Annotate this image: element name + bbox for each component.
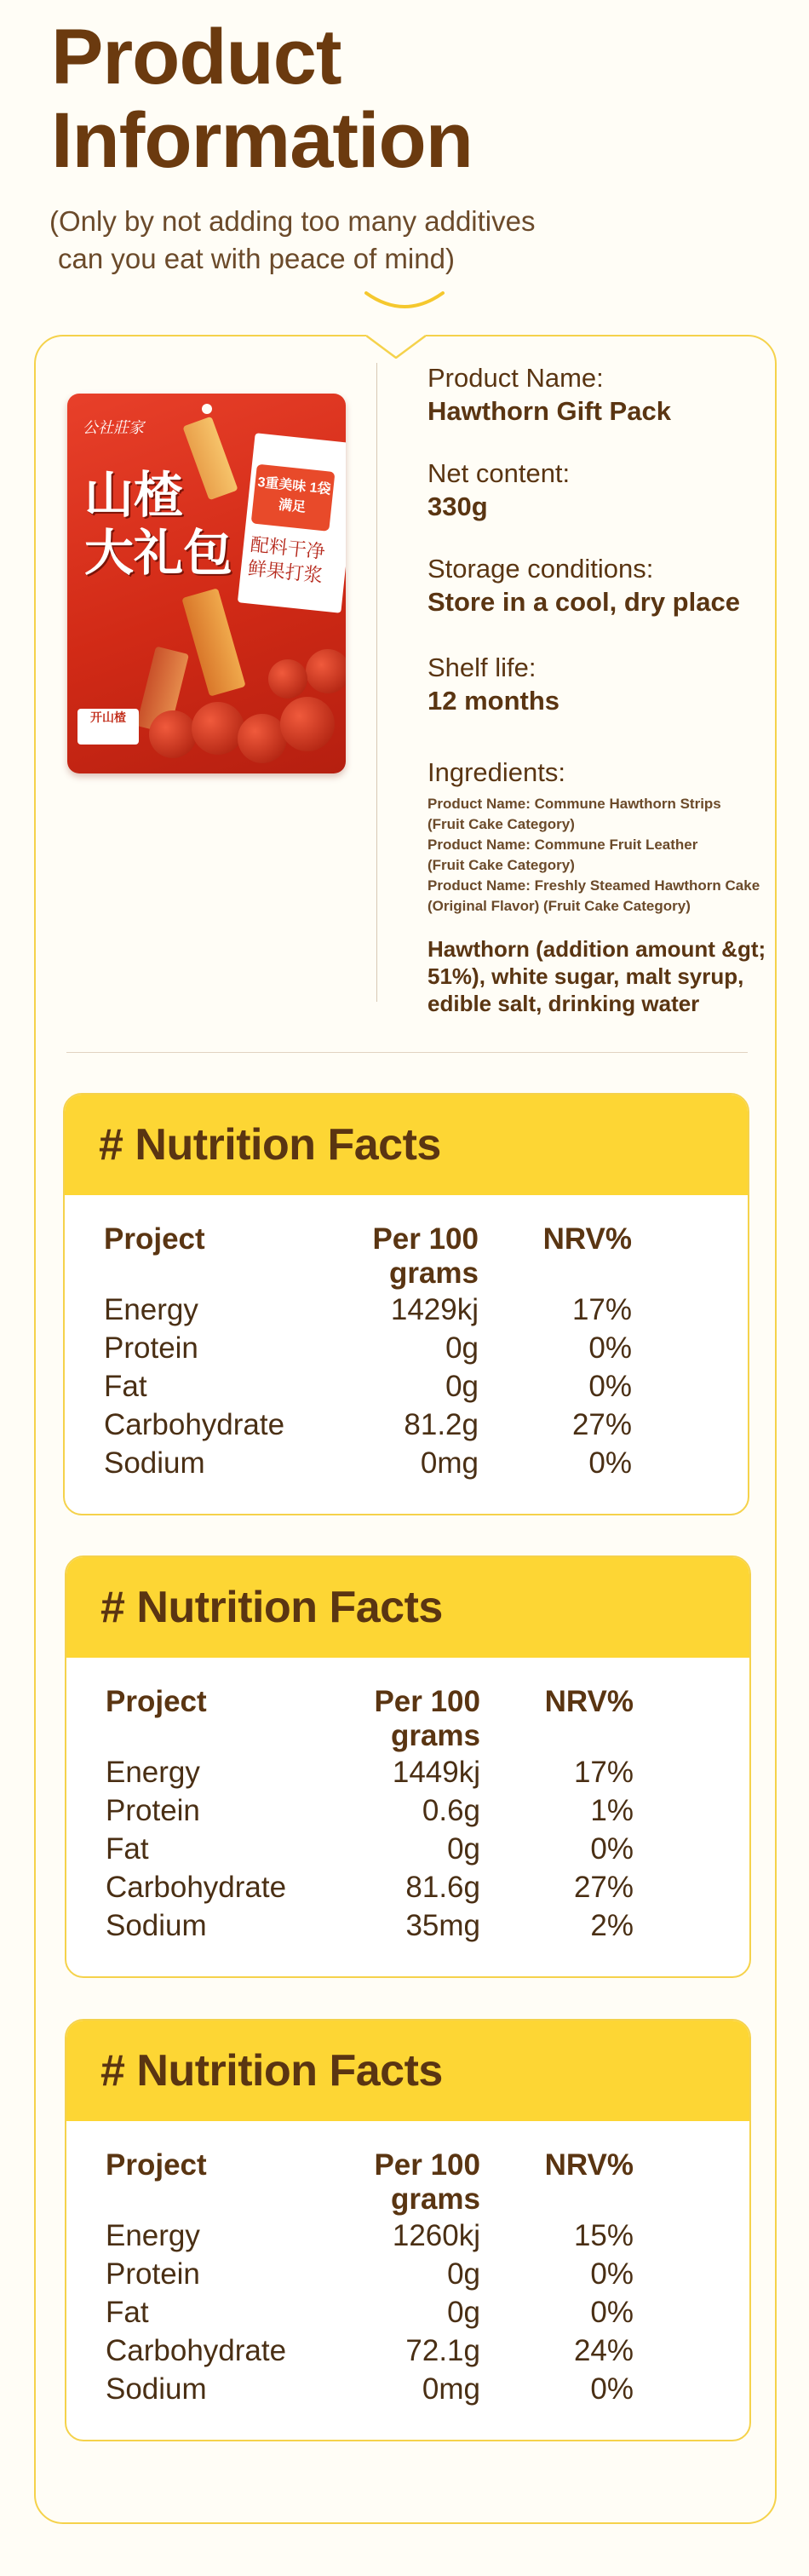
nutrition-card (65, 2019, 751, 2441)
cell-nrv: 15% (573, 2218, 634, 2252)
storage-value: Store in a cool, dry place (427, 587, 740, 617)
ingredients-line: Product Name: Commune Fruit Leather (427, 837, 698, 853)
cell-nrv: 0% (590, 2372, 634, 2406)
package-name-line-2: 大礼包 (84, 524, 233, 582)
cell-amount: 0.6g (422, 1793, 480, 1827)
column-header: Project (104, 1222, 205, 1256)
cell-amount: 81.2g (404, 1407, 479, 1441)
cell-nutrient: Carbohydrate (106, 1870, 287, 1904)
cell-nrv: 0% (588, 1369, 632, 1403)
product-name-block (427, 362, 785, 428)
hash-icon: # (99, 1120, 123, 1170)
cell-nutrient: Carbohydrate (104, 1407, 285, 1441)
cell-nutrient: Sodium (106, 2372, 207, 2406)
nutrition-table (104, 1222, 632, 1482)
table-row (106, 1830, 634, 1868)
cell-amount: 72.1g (405, 2333, 480, 2367)
nutrition-card (65, 1555, 751, 1978)
nutrition-table (106, 1685, 634, 1945)
package-slogan (247, 533, 326, 589)
cell-nrv: 2% (590, 1908, 634, 1942)
page-subtitle (49, 203, 536, 278)
cell-nutrient: Fat (104, 1369, 147, 1403)
section-divider (66, 1052, 748, 1053)
table-header-row (106, 1685, 634, 1753)
frame-notch-icon (366, 320, 426, 359)
storage-label: Storage conditions: (427, 554, 654, 584)
cell-nutrient: Protein (106, 1793, 200, 1827)
cell-nutrient: Fat (106, 2295, 149, 2329)
nutrition-card (63, 1093, 749, 1515)
hawthorn-strip (181, 588, 245, 696)
cell-amount: 0g (447, 2295, 480, 2329)
shelf-life-value: 12 months (427, 686, 560, 716)
cell-amount: 0mg (422, 2372, 480, 2406)
cell-nrv: 27% (571, 1407, 632, 1441)
hash-icon: # (100, 2046, 125, 2096)
column-header: NRV% (544, 1685, 634, 1718)
table-row (104, 1444, 632, 1482)
shelf-life-block (427, 652, 785, 718)
hawthorn-berry (280, 697, 335, 751)
nutrition-card-header (66, 1557, 749, 1658)
table-row (106, 2255, 634, 2293)
package-slogan-line-1: 配料干净 (249, 534, 326, 564)
product-package-image (67, 394, 346, 773)
column-header: NRV% (542, 1222, 632, 1256)
cell-nrv: 0% (590, 2257, 634, 2291)
cell-amount: 1429kj (390, 1292, 479, 1326)
net-content-value: 330g (427, 492, 488, 521)
table-row (106, 1791, 634, 1830)
cell-nutrient: Protein (106, 2257, 200, 2291)
net-content-label: Net content: (427, 458, 571, 488)
ingredients-block (427, 756, 785, 789)
column-header: Per 100 grams (374, 1685, 480, 1752)
cell-nutrient: Protein (104, 1331, 198, 1365)
column-header: NRV% (544, 2148, 634, 2182)
ingredients-line: Product Name: Freshly Steamed Hawthorn Cake (427, 877, 760, 894)
cell-amount: 0g (445, 1331, 479, 1365)
cell-nrv: 17% (571, 1292, 632, 1326)
cell-amount: 0g (447, 2257, 480, 2291)
nutrition-title: Nutrition Facts (135, 1120, 441, 1170)
cell-amount: 0mg (420, 1446, 479, 1480)
cell-nutrient: Energy (106, 1755, 200, 1789)
package-name-line-1: 山楂 (84, 466, 184, 524)
cell-nutrient: Sodium (106, 1908, 207, 1942)
cell-nutrient: Energy (106, 2218, 200, 2252)
ingredients-line: (Fruit Cake Category) (427, 816, 575, 832)
cell-nutrient: Energy (104, 1292, 198, 1326)
subtitle-line-1: (Only by not adding too many additives (49, 205, 536, 237)
table-row (106, 2332, 634, 2370)
nutrition-title: Nutrition Facts (136, 1583, 443, 1632)
package-slogan-line-2: 鲜果打浆 (246, 558, 324, 588)
table-row (106, 2293, 634, 2332)
cell-nutrient: Fat (106, 1831, 149, 1866)
hash-icon: # (100, 1583, 125, 1632)
hawthorn-berry (306, 649, 346, 693)
nutrition-card-header (65, 1095, 748, 1195)
column-header: Per 100 grams (372, 1222, 479, 1290)
cell-amount: 1260kj (392, 2218, 480, 2252)
package-brand: 公社莊家 (83, 419, 144, 437)
cell-nrv: 0% (590, 1831, 634, 1866)
cell-nrv: 27% (573, 1870, 634, 1904)
package-tag: 开山楂 (77, 709, 139, 745)
column-header: Project (106, 2148, 207, 2182)
cell-nrv: 0% (588, 1331, 632, 1365)
product-name-label: Product Name: (427, 363, 604, 393)
table-row (104, 1329, 632, 1367)
cell-amount: 35mg (405, 1908, 480, 1942)
table-row (106, 1868, 634, 1906)
title-line-1: Product (51, 14, 341, 101)
hawthorn-berry (192, 702, 244, 755)
nutrition-title: Nutrition Facts (136, 2046, 443, 2096)
title-line-2: Information (51, 97, 473, 184)
storage-block (427, 553, 785, 619)
ingredients-list (427, 794, 777, 917)
table-row (106, 2217, 634, 2255)
table-row (104, 1406, 632, 1444)
column-header: Project (106, 1685, 207, 1718)
package-label-card (238, 433, 346, 613)
page-title (51, 15, 473, 182)
ingredients-label: Ingredients: (427, 757, 565, 787)
column-divider (376, 363, 377, 1002)
hawthorn-berry (149, 710, 197, 758)
hang-hole (202, 404, 212, 414)
ingredients-line: Product Name: Commune Hawthorn Strips (427, 796, 721, 812)
cell-amount: 81.6g (405, 1870, 480, 1904)
hawthorn-strip (182, 417, 238, 501)
column-header: Per 100 grams (374, 2148, 480, 2216)
shelf-life-label: Shelf life: (427, 653, 536, 682)
cell-nrv: 24% (573, 2333, 634, 2367)
cell-nutrient: Sodium (104, 1446, 205, 1480)
smile-curve-icon (363, 288, 446, 319)
table-row (106, 1906, 634, 1945)
table-header-row (106, 2148, 634, 2217)
cell-amount: 0g (447, 1831, 480, 1866)
table-header-row (104, 1222, 632, 1291)
cell-nrv: 1% (590, 1793, 634, 1827)
cell-nrv: 0% (590, 2295, 634, 2329)
cell-nrv: 17% (573, 1755, 634, 1789)
table-row (104, 1367, 632, 1406)
ingredients-line: (Original Flavor) (Fruit Cake Category) (427, 898, 691, 914)
product-name-value: Hawthorn Gift Pack (427, 396, 671, 426)
cell-amount: 1449kj (392, 1755, 480, 1789)
nutrition-card-header (66, 2021, 749, 2121)
table-row (106, 2370, 634, 2408)
cell-nrv: 0% (588, 1446, 632, 1480)
hawthorn-berry (268, 659, 307, 699)
table-row (106, 1753, 634, 1791)
cell-amount: 0g (445, 1369, 479, 1403)
nutrition-table (106, 2148, 634, 2408)
ingredients-main: Hawthorn (addition amount &gt; 51%), white sugar, malt syrup, edible salt, drinking water (427, 936, 766, 1016)
ingredients-line: (Fruit Cake Category) (427, 857, 575, 873)
net-content-block (427, 457, 785, 524)
subtitle-line-2: can you eat with peace of mind) (58, 243, 455, 274)
cell-nutrient: Carbohydrate (106, 2333, 287, 2367)
table-row (104, 1291, 632, 1329)
package-badge: 3重美味 1袋满足 (251, 464, 336, 532)
